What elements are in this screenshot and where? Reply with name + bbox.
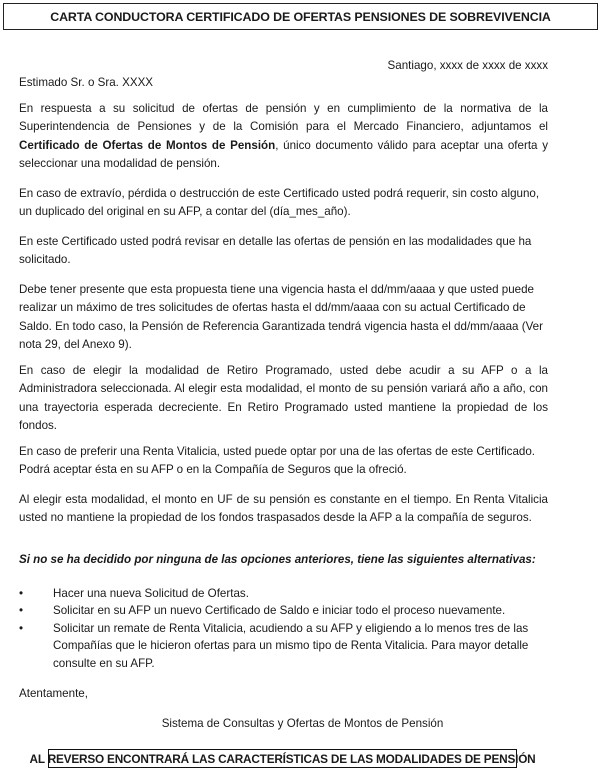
- list-item-text: Solicitar en su AFP un nuevo Certificado de Saldo e iniciar todo el proceso nuevamente.: [53, 604, 506, 618]
- bullet-icon: •: [19, 604, 24, 618]
- paragraph-retiro-programado: En caso de elegir la modalidad de Retiro Programado, usted debe acudir a su AFP o a la Administradora seleccionada. Al elegir esta modalidad, el monto de su pensión variará año a año, con una trayectoria esperada decreciente. En Retiro Programado usted mantiene la propiedad de los fondos.: [19, 364, 548, 432]
- document-title-box: [3, 3, 598, 30]
- document-title: CARTA CONDUCTORA CERTIFICADO DE OFERTAS PENSIONES DE SOBREVIVENCIA: [50, 9, 551, 24]
- alternatives-heading: Si no se ha decidido por ninguna de las opciones anteriores, tiene las siguientes alternativas:: [19, 553, 536, 566]
- signature: Sistema de Consultas y Ofertas de Montos de Pensión: [161, 717, 444, 730]
- paragraph-intro-post: , único documento válido para aceptar una oferta y seleccionar una modalidad de pensión.: [19, 138, 548, 170]
- closing: Atentamente,: [19, 687, 88, 700]
- list-item-text: Hacer una nueva Solicitud de Ofertas.: [53, 587, 249, 600]
- date-line: Santiago, xxxx de xxxx de xxxx: [387, 59, 548, 72]
- footer-notice: AL REVERSO ENCONTRARÁ LAS CARACTERÍSTICAS DE LAS MODALIDADES DE PENSIÓN: [29, 751, 536, 766]
- paragraph-intro: [19, 100, 548, 173]
- bullet-icon: •: [19, 587, 24, 600]
- paragraph-renta-vitalicia: En caso de preferir una Renta Vitalicia, usted puede optar por una de las ofertas de este Certificado. Podrá aceptar ésta en su AFP o en la Compañía de Seguros que la ofreció.: [19, 445, 536, 477]
- paragraph-loss: En caso de extravío, pérdida o destrucción de este Certificado usted podrá requerir, sin costo alguno, un duplicado del original en su AFP, a contar del (día_mes_año).: [19, 187, 540, 219]
- list-item: [0, 585, 548, 602]
- paragraph-uf-constant: Al elegir esta modalidad, el monto en UF de su pensión es constante en el tiempo. En Renta Vitalicia usted no mantiene la propiedad de los fondos traspasados desde la AFP a la compañía de seguros.: [19, 493, 548, 525]
- paragraph-validity: Debe tener presente que esta propuesta tiene una vigencia hasta el dd/mm/aaaa y que usted puede realizar un máximo de tres solicitudes de ofertas hasta el dd/mm/aaaa con su actual Certificado de Saldo. En todo caso, la Pensión de Referencia Garantizada tendrá vigencia hasta el dd/mm/aaaa (Ver nota 29, del Anexo 9).: [19, 283, 543, 351]
- paragraph-intro-pre: En respuesta a su solicitud de ofertas de pensión y en cumplimiento de la normativa de la Superintendencia de Pensiones y de la Comisión para el Mercado Financiero, adjuntamos el: [19, 102, 548, 134]
- bullet-icon: •: [19, 621, 24, 635]
- list-item-text: Solicitar un remate de Renta Vitalicia, acudiendo a su AFP y eligiendo a lo menos tres de las Compañías que le hicieron ofertas para un mismo tipo de Renta Vitalicia. Para mayor detalle consulte en su AFP.: [53, 621, 529, 670]
- alternatives-list: [0, 585, 560, 672]
- list-item: [0, 620, 548, 672]
- greeting: Estimado Sr. o Sra. XXXX: [19, 76, 154, 89]
- list-item: [0, 602, 548, 619]
- paragraph-review: En este Certificado usted podrá revisar en detalle las ofertas de pensión en las modalidades que ha solicitado.: [19, 235, 532, 267]
- certificate-name: Certificado de Ofertas de Montos de Pensión: [19, 138, 276, 152]
- footer-notice-box: [29, 749, 536, 768]
